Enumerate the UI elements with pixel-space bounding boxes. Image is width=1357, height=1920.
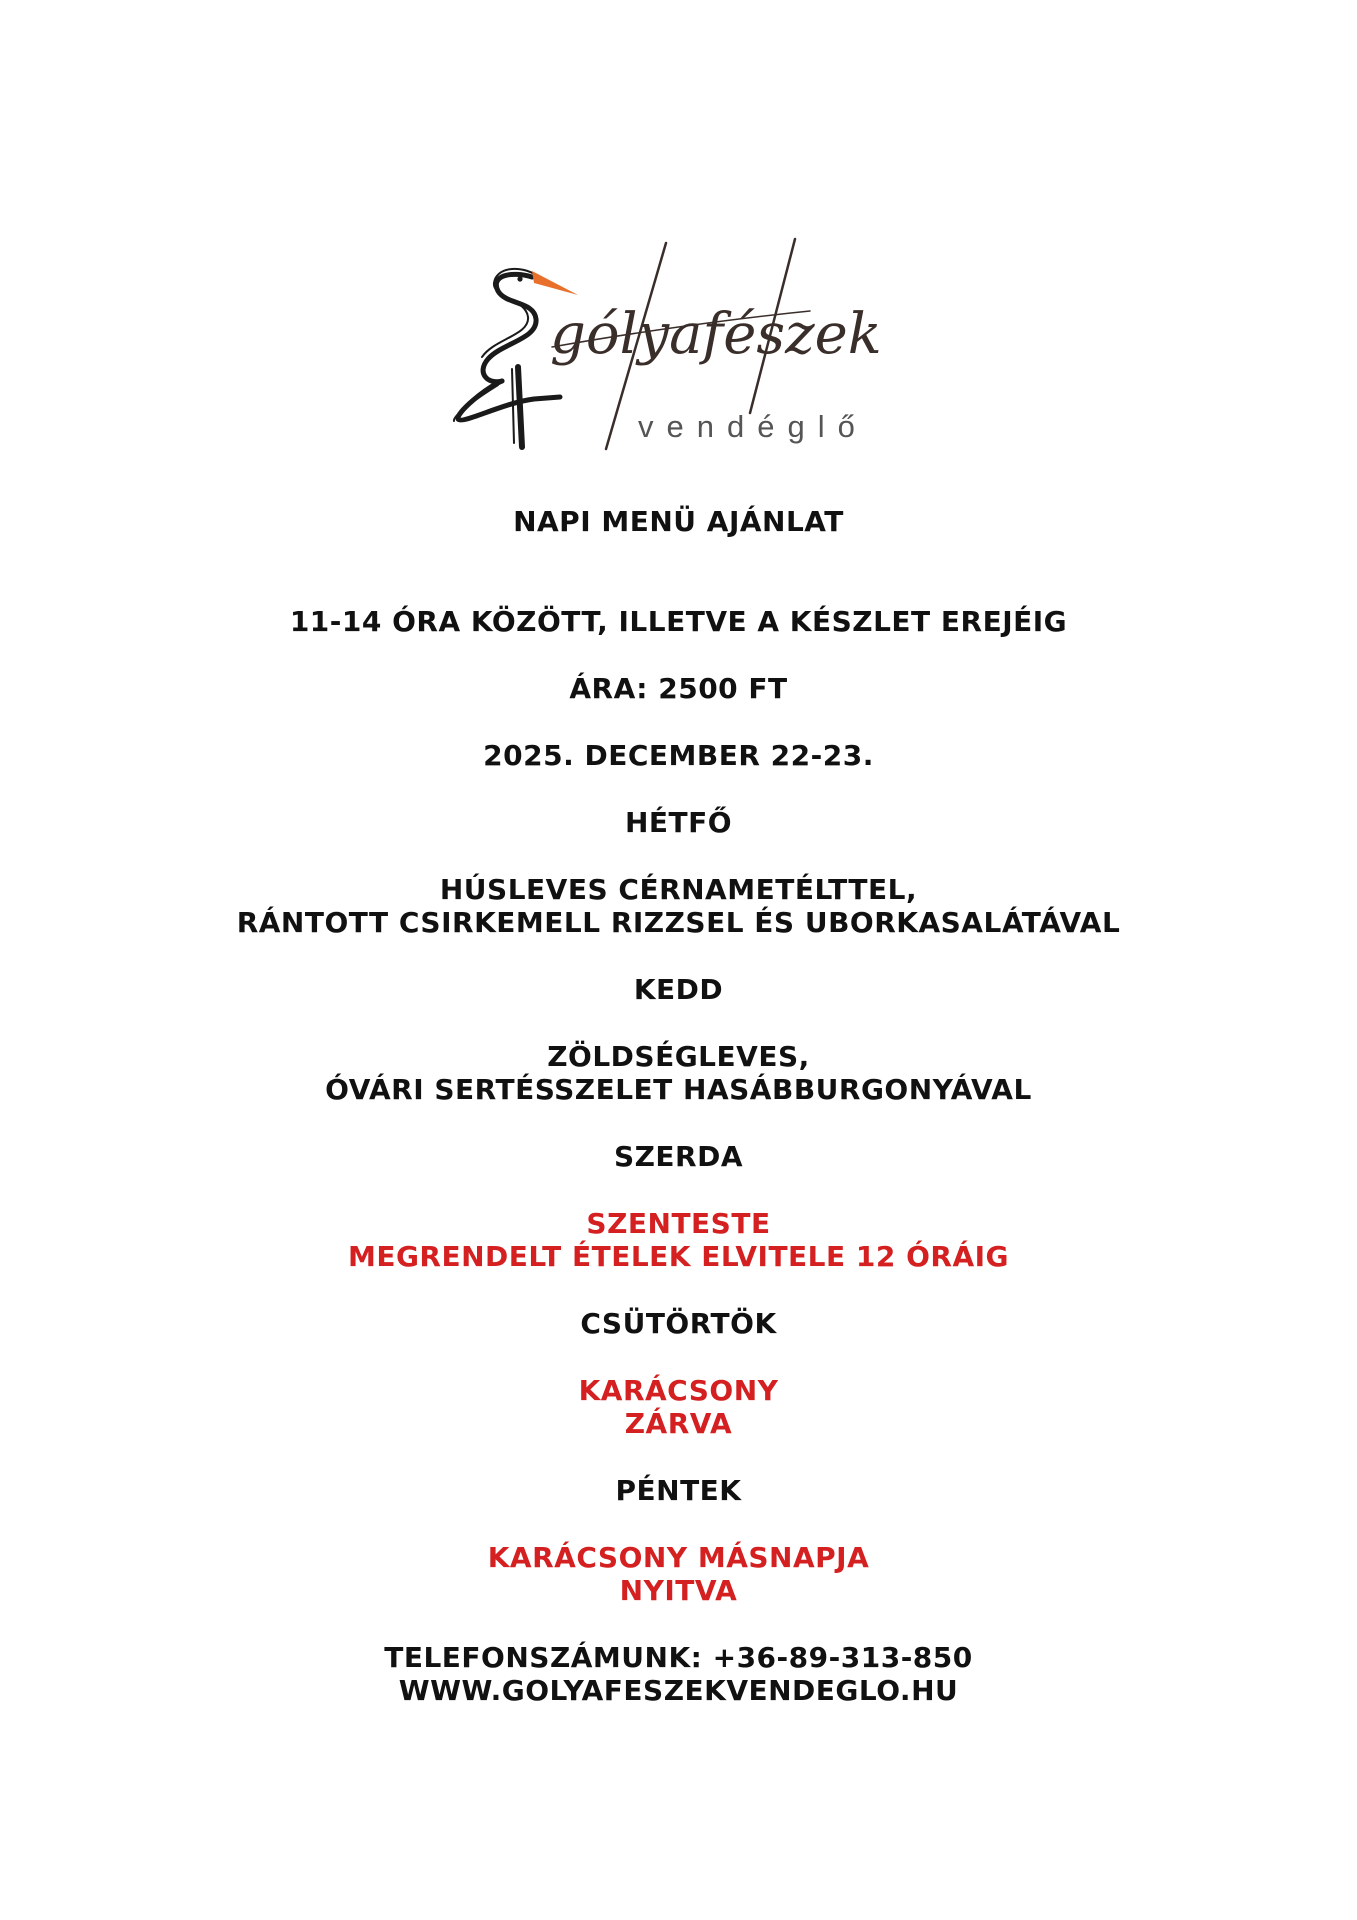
notice-line: SZENTESTE bbox=[586, 1207, 771, 1240]
restaurant-logo bbox=[440, 235, 920, 470]
notice-line: KARÁCSONY MÁSNAPJA bbox=[487, 1541, 870, 1574]
logo-subtitle-text: vendéglő bbox=[638, 409, 868, 444]
menu-title: NAPI MENÜ AJÁNLAT bbox=[513, 505, 844, 538]
day-name: KEDD bbox=[633, 973, 724, 1006]
dish-line: ÓVÁRI SERTÉSSZELET HASÁBBURGONYÁVAL bbox=[325, 1073, 1032, 1106]
notice-line: ZÁRVA bbox=[624, 1407, 733, 1440]
notice-line: MEGRENDELT ÉTELEK ELVITELE 12 ÓRÁIG bbox=[347, 1240, 1010, 1273]
logo-brand-text: gólyafészek bbox=[550, 302, 882, 367]
day-name: HÉTFŐ bbox=[624, 806, 733, 839]
menu-price: ÁRA: 2500 FT bbox=[569, 672, 788, 705]
dish-line: RÁNTOTT CSIRKEMELL RIZZSEL ÉS UBORKASALÁTÁVAL bbox=[236, 906, 1121, 939]
stork-logo-icon bbox=[440, 235, 920, 470]
dish-line: HÚSLEVES CÉRNAMETÉLTTEL, bbox=[439, 873, 918, 906]
day-section-friday bbox=[0, 1474, 1357, 1607]
notice-line: KARÁCSONY bbox=[578, 1374, 779, 1407]
daily-menu bbox=[0, 505, 1357, 1707]
day-name: CSÜTÖRTÖK bbox=[580, 1307, 777, 1340]
day-name: PÉNTEK bbox=[615, 1474, 742, 1507]
day-section-wednesday bbox=[0, 1140, 1357, 1273]
day-section-tuesday bbox=[0, 973, 1357, 1106]
serving-hours: 11-14 ÓRA KÖZÖTT, ILLETVE A KÉSZLET EREJÉIG bbox=[289, 605, 1068, 638]
dish-line: ZÖLDSÉGLEVES, bbox=[547, 1040, 810, 1073]
day-name: SZERDA bbox=[613, 1140, 744, 1173]
day-section-thursday bbox=[0, 1307, 1357, 1440]
day-section-monday bbox=[0, 806, 1357, 939]
phone-number: TELEFONSZÁMUNK: +36-89-313-850 bbox=[384, 1641, 973, 1674]
website-link[interactable]: WWW.GOLYAFESZEKVENDEGLO.HU bbox=[398, 1674, 959, 1707]
menu-date: 2025. DECEMBER 22-23. bbox=[483, 739, 874, 772]
notice-line: NYITVA bbox=[619, 1574, 738, 1607]
